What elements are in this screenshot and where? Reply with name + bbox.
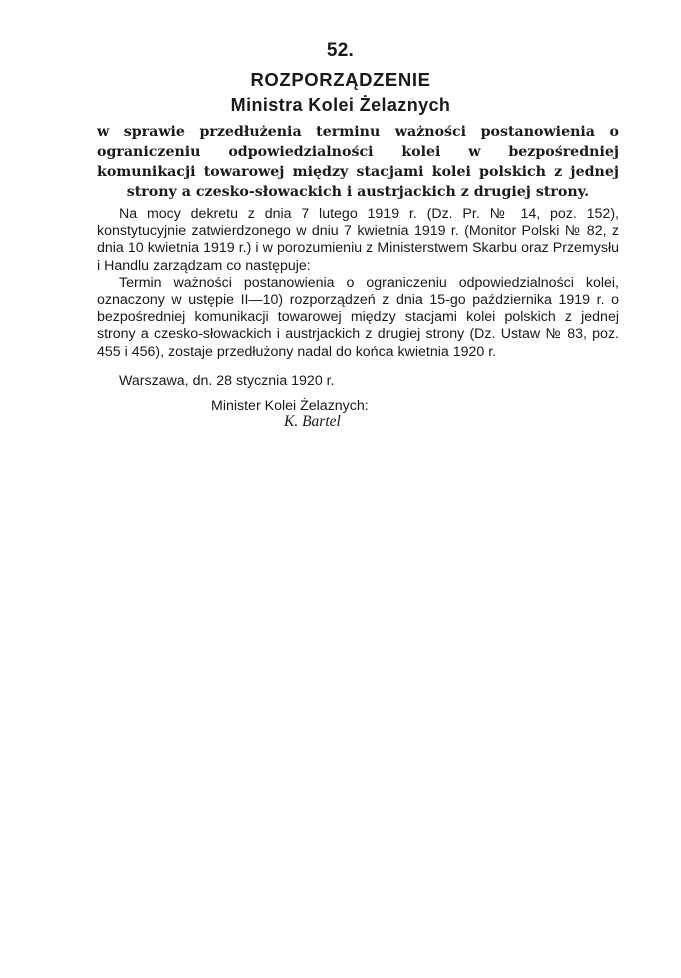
paragraph-legal-basis: Na mocy dekretu z dnia 7 lutego 1919 r. (Dz. Pr. № 14, poz. 152), konstytucyjnie zatwierdzonego w dniu 7 kwietnia 1919 r. (Monitor Polski № 82, z dnia 10 kwietnia 1919 r.) i w porozumieniu z Ministerstwem Skarbu oraz Przemysłu i Handlu zarządzam co następuje: xyxy=(97,206,619,274)
document-title: ROZPORZĄDZENIE xyxy=(250,69,431,90)
paragraph-decision: Termin ważności postanowienia o ograniczeniu odpowiedzialności kolei, oznaczony w ustępie II—10) rozporządzeń z dnia 15-go października 1919 r. o bezpośredniej komunikacji towarowej między stacjami kolei polskich z jednej strony a czesko-słowackich i austrjackich z drugiej strony (Dz. Ustaw № 83, poz. 455 i 456), zostaje przedłużony nadal do końca kwietnia 1920 r. xyxy=(97,274,619,360)
regulation-number: 52. xyxy=(326,40,355,61)
place-and-date: Warszawa, dn. 28 stycznia 1920 r. xyxy=(119,373,335,389)
subject-heading: w sprawie przedłużenia terminu ważności postanowienia o ograniczeniu odpowiedzialności kolei w bezpośredniej komunikacji towarowej między stacjami kolei polskich z jednej strony a czesko-słowackich i austrjackich z drugiej strony. xyxy=(97,124,619,200)
signer-role: Minister Kolei Żelaznych: xyxy=(211,398,369,414)
signer-name: K. Bartel xyxy=(284,413,341,430)
issuer-heading: Ministra Kolei Żelaznych xyxy=(230,95,451,115)
body-text xyxy=(97,206,619,361)
